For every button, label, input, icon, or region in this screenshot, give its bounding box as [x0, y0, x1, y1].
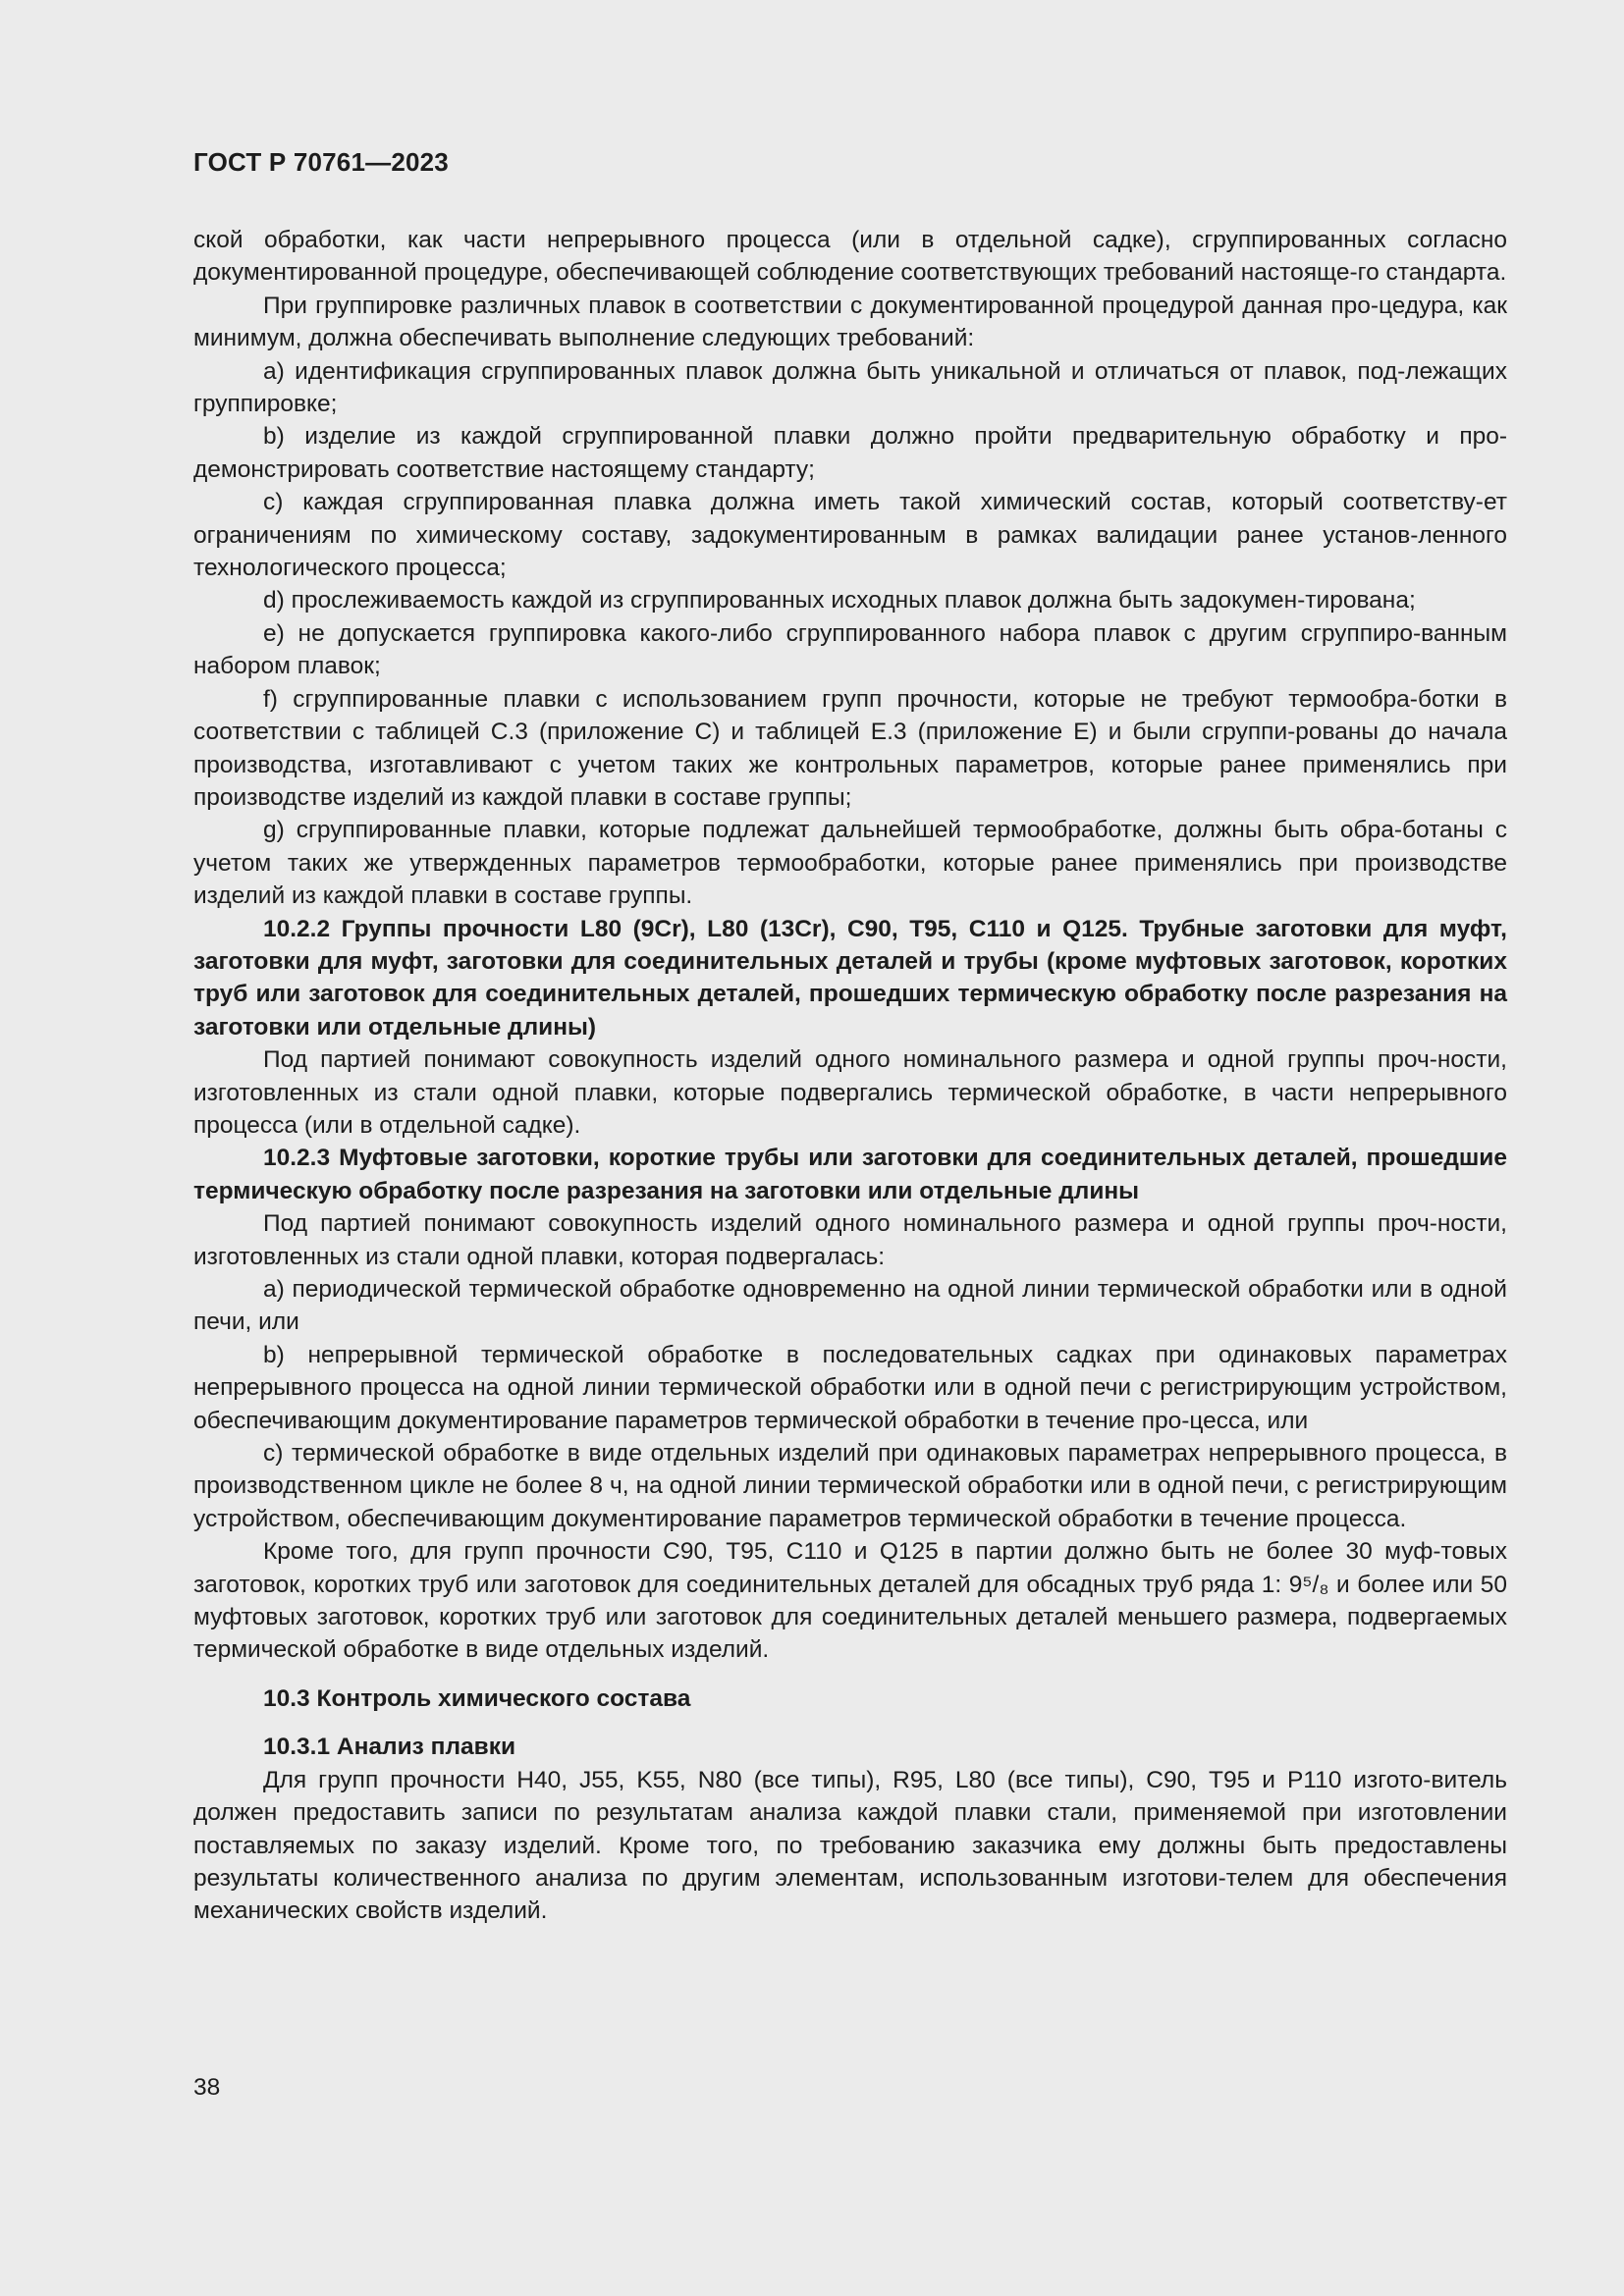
list-item-b: b) изделие из каждой сгруппированной плавки должно пройти предварительную обработку и про-демонстрировать соответствие настоящему стандарту; — [193, 423, 1507, 483]
document-header: ГОСТ Р 70761—2023 — [193, 147, 449, 177]
paragraph-additional-limits: Кроме того, для групп прочности С90, Т95, С110 и Q125 в партии должно быть не более 30 муф-товых заготовок, коротких труб или заготовок для соединительных деталей для обсадных труб ряда 1: 9⁵/₈ и более или 50 муфтовых заготовок, коротких труб или заготовок для соединительных деталей меньшего размера, подвергаемых термической обработке в виде отдельных изделий. — [193, 1538, 1507, 1664]
paragraph-grouping-intro: При группировке различных плавок в соответствии с документированной процедурой данная про-цедура, как минимум, должна обеспечивать выполнение следующих требований: — [193, 292, 1507, 352]
section-heading-10-2-2: 10.2.2 Группы прочности L80 (9Cr), L80 (13Cr), C90, T95, C110 и Q125. Трубные заготовки для муфт, заготовки для муфт, заготовки для соединительных деталей и трубы (кроме муфтовых заготовок, коротких труб или заготовок для соединительных деталей, прошедших термическую обработку после разрезания на заготовки или отдельные длины) — [193, 915, 1507, 1041]
list-item-c: c) каждая сгруппированная плавка должна иметь такой химический состав, который соответству-ет ограничениям по химическому составу, задокументированным в рамках валидации ранее установ-ленного технологического процесса; — [193, 489, 1507, 582]
list-item-c-2: c) термической обработке в виде отдельных изделий при одинаковых параметрах непрерывного процесса, в производственном цикле не более 8 ч, на одной линии термической обработки или в одной печи, с регистрирующим устройством, обеспечивающим документирование параметров термической обработки в течение процесса. — [193, 1440, 1507, 1532]
list-item-a-2: a) периодической термической обработке одновременно на одной линии термической обработки или в одной печи, или — [193, 1276, 1507, 1336]
list-item-a: a) идентификация сгруппированных плавок должна быть уникальной и отличаться от плавок, под-лежащих группировке; — [193, 357, 1507, 418]
paragraph-batch-definition-2: Под партией понимают совокупность изделий одного номинального размера и одной группы проч-ности, изготовленных из стали одной плавки, которая подвергалась: — [193, 1210, 1507, 1270]
section-heading-10-3: 10.3 Контроль химического состава — [263, 1684, 691, 1712]
page-number: 38 — [193, 2074, 221, 2101]
paragraph-batch-definition: Под партией понимают совокупность изделий одного номинального размера и одной группы проч-ности, изготовленных из стали одной плавки, которые подвергались термической обработке, в части непрерывного процесса (или в отдельной садке). — [193, 1046, 1507, 1139]
list-item-b-2: b) непрерывной термической обработке в последовательных садках при одинаковых параметрах непрерывного процесса на одной линии термической обработки или в одной печи с регистрирующим устройством, обеспечивающим документирование параметров термической обработки в течение про-цесса, или — [193, 1341, 1507, 1434]
list-item-g: g) сгруппированные плавки, которые подлежат дальнейшей термообработке, должны быть обра-ботаны с учетом таких же утвержденных параметров термообработки, которые ранее применялись при производстве изделий из каждой плавки в составе группы. — [193, 817, 1507, 910]
document-body — [193, 224, 1507, 1928]
list-item-d: d) прослеживаемость каждой из сгруппированных исходных плавок должна быть задокумен-тирована; — [263, 587, 1416, 614]
list-item-f: f) сгруппированные плавки с использованием групп прочности, которые не требуют термообра-ботки в соответствии с таблицей С.3 (приложение С) и таблицей Е.3 (приложение Е) и были сгруппи-рованы до начала производства, изготавливают с учетом таких же контрольных параметров, которые ранее применялись при производстве изделий из каждой плавки в составе группы; — [193, 685, 1507, 811]
section-heading-10-2-3: 10.2.3 Муфтовые заготовки, короткие трубы или заготовки для соединительных деталей, прошедшие термическую обработку после разрезания на заготовки или отдельные длины — [193, 1145, 1507, 1204]
paragraph-heat-analysis: Для групп прочности Н40, J55, K55, N80 (все типы), R95, L80 (все типы), С90, Т95 и Р110 изгото-витель должен предоставить записи по результатам анализа каждой плавки стали, применяемой при изготовлении поставляемых по заказу изделий. Кроме того, по требованию заказчика ему должны быть предоставлены результаты количественного анализа по другим элементам, использованным изготови-телем для обеспечения механических свойств изделий. — [193, 1766, 1507, 1925]
section-heading-10-3-1: 10.3.1 Анализ плавки — [263, 1734, 516, 1761]
list-item-e: e) не допускается группировка какого-либо сгруппированного набора плавок с другим сгруппиро-ванным набором плавок; — [193, 619, 1507, 680]
paragraph-continuation: ской обработки, как части непрерывного процесса (или в отдельной садке), сгруппированных согласно документированной процедуре, обеспечивающей соблюдение соответствующих требований настояще-го стандарта. — [193, 227, 1507, 287]
